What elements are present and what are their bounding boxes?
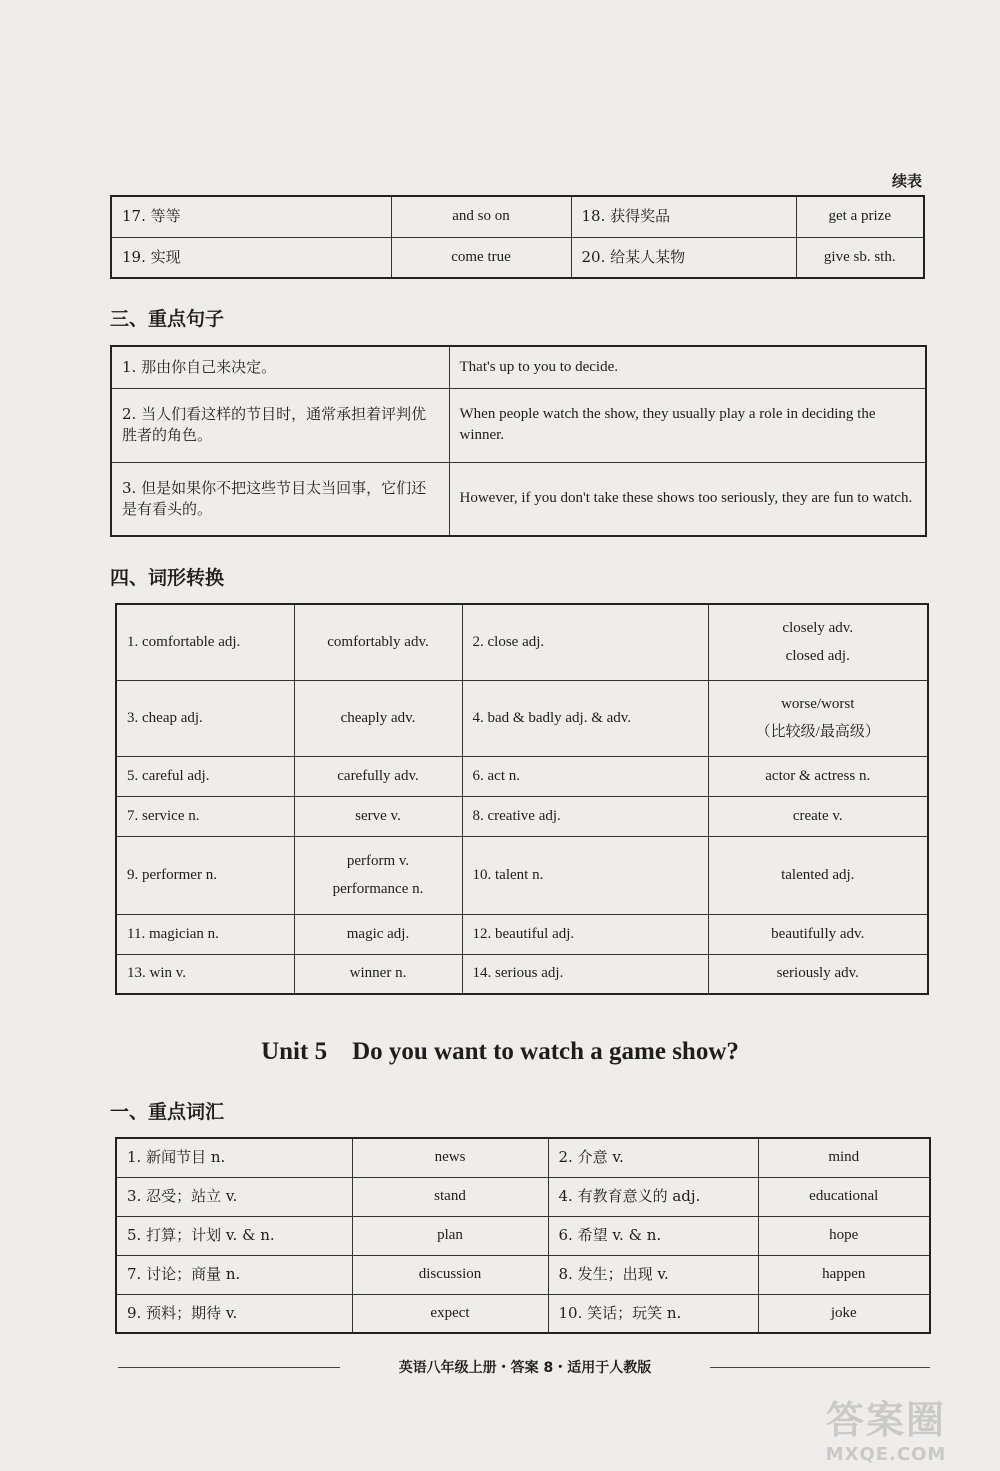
- footer-rule-left: [118, 1367, 340, 1368]
- word-form: winner n.: [349, 965, 407, 982]
- table-cell: 14. serious adj.: [462, 954, 708, 994]
- table-row: [116, 914, 928, 954]
- table-cell: [708, 954, 928, 994]
- table-cell: [294, 836, 462, 914]
- sentence-en: When people watch the show, they usually play a role in deciding the winner.: [449, 388, 926, 462]
- table-cell: [708, 604, 928, 680]
- table-row: [116, 1138, 930, 1177]
- table-row: [116, 1216, 930, 1255]
- section-heading-word-forms: 四、词形转换: [110, 567, 225, 589]
- table-row: [111, 196, 924, 237]
- table-cell: 1. 新闻节目 n.: [116, 1138, 352, 1177]
- table-cell: hope: [758, 1216, 930, 1255]
- table-cell: educational: [758, 1177, 930, 1216]
- sentence-en: That's up to you to decide.: [449, 346, 926, 388]
- table-cell: 7. service n.: [116, 796, 294, 836]
- word-form: performance n.: [332, 881, 424, 897]
- table-row: [116, 1255, 930, 1294]
- table-row: [116, 1177, 930, 1216]
- word-form: perform v.: [346, 852, 410, 869]
- table-cell: 8. creative adj.: [462, 796, 708, 836]
- table-cell: expect: [352, 1294, 548, 1333]
- table-cell: 19. 实现: [111, 237, 391, 278]
- table-cell: [294, 914, 462, 954]
- table-cell: [294, 756, 462, 796]
- table-row: [116, 680, 928, 756]
- table-cell: 18. 获得奖品: [571, 196, 796, 237]
- table-cell: 20. 给某人某物: [571, 237, 796, 278]
- table-cell: 6. 希望 v. & n.: [548, 1216, 758, 1255]
- watermark: [796, 1389, 976, 1465]
- key-sentences-table: [110, 345, 927, 537]
- table-row: [111, 346, 926, 388]
- table-cell: 7. 讨论；商量 n.: [116, 1255, 352, 1294]
- table-cell: news: [352, 1138, 548, 1177]
- table-cell: mind: [758, 1138, 930, 1177]
- word-form: actor & actress n.: [765, 767, 871, 784]
- table-cell: 6. act n.: [462, 756, 708, 796]
- word-form: comfortably adv.: [327, 633, 429, 650]
- table-cell: and so on: [391, 196, 571, 237]
- table-cell: [708, 836, 928, 914]
- word-form: beautifully adv.: [771, 925, 865, 942]
- table-cell: 1. comfortable adj.: [116, 604, 294, 680]
- word-form: talented adj.: [781, 866, 855, 883]
- footer-text: 英语八年级上册・答案 8・适用于人教版: [398, 1360, 652, 1376]
- table-cell: 12. beautiful adj.: [462, 914, 708, 954]
- table-cell: [708, 914, 928, 954]
- watermark-logo: 答案圈: [825, 1398, 946, 1442]
- table-cell: come true: [391, 237, 571, 278]
- table-cell: happen: [758, 1255, 930, 1294]
- sentence-en: However, if you don't take these shows too seriously, they are fun to watch.: [449, 462, 926, 536]
- word-form: （比较级/最高级）: [755, 724, 880, 740]
- table-cell: stand: [352, 1177, 548, 1216]
- table-cell: 2. close adj.: [462, 604, 708, 680]
- table-cell: [708, 680, 928, 756]
- footer-rule-right: [710, 1367, 930, 1368]
- table-cell: 10. talent n.: [462, 836, 708, 914]
- word-form: serve v.: [355, 807, 401, 824]
- word-form: create v.: [792, 807, 843, 824]
- table-row: [111, 462, 926, 536]
- table-cell: [294, 680, 462, 756]
- word-form: closed adj.: [785, 648, 850, 665]
- word-form: magic adj.: [346, 925, 410, 942]
- table-cell: 5. careful adj.: [116, 756, 294, 796]
- word-form: worse/worst: [781, 695, 855, 712]
- table-row: [116, 604, 928, 680]
- word-form: carefully adv.: [337, 767, 419, 784]
- sentence-cn: 3. 但是如果你不把这些节目太当回事，它们还是有看头的。: [111, 462, 449, 536]
- table-cell: 17. 等等: [111, 196, 391, 237]
- table-cell: discussion: [352, 1255, 548, 1294]
- table-cell: [708, 796, 928, 836]
- table-row: [111, 388, 926, 462]
- table-cell: 4. 有教育意义的 adj.: [548, 1177, 758, 1216]
- table-row: [111, 237, 924, 278]
- table-row: [116, 796, 928, 836]
- table-cell: 2. 介意 v.: [548, 1138, 758, 1177]
- watermark-url: MXQE.COM: [825, 1444, 947, 1465]
- table-cell: plan: [352, 1216, 548, 1255]
- sentence-cn: 1. 那由你自己来决定。: [111, 346, 449, 388]
- continuation-note: 续表: [891, 172, 922, 190]
- word-form: closely adv.: [782, 619, 854, 636]
- word-form: cheaply adv.: [340, 709, 416, 726]
- top-vocab-table: [110, 195, 925, 279]
- table-cell: 4. bad & badly adj. & adv.: [462, 680, 708, 756]
- word-forms-table: [115, 603, 929, 995]
- page-footer: [118, 1355, 930, 1379]
- table-cell: 9. 预料；期待 v.: [116, 1294, 352, 1333]
- table-cell: get a prize: [796, 196, 924, 237]
- table-cell: [294, 604, 462, 680]
- table-cell: 3. cheap adj.: [116, 680, 294, 756]
- key-vocab-table: [115, 1137, 931, 1334]
- table-cell: 10. 笑话；玩笑 n.: [548, 1294, 758, 1333]
- table-row: [116, 756, 928, 796]
- table-cell: give sb. sth.: [796, 237, 924, 278]
- table-cell: 11. magician n.: [116, 914, 294, 954]
- table-cell: 8. 发生；出现 v.: [548, 1255, 758, 1294]
- sentence-cn: 2. 当人们看这样的节目时，通常承担着评判优胜者的角色。: [111, 388, 449, 462]
- table-cell: 9. performer n.: [116, 836, 294, 914]
- table-cell: 3. 忍受；站立 v.: [116, 1177, 352, 1216]
- table-cell: 13. win v.: [116, 954, 294, 994]
- section-heading-sentences: 三、重点句子: [110, 308, 225, 330]
- word-form: seriously adv.: [776, 965, 859, 982]
- table-row: [116, 1294, 930, 1333]
- table-cell: [708, 756, 928, 796]
- table-cell: joke: [758, 1294, 930, 1333]
- table-cell: [294, 954, 462, 994]
- unit-title: Unit 5 Do you want to watch a game show?: [261, 1038, 739, 1065]
- section-heading-vocab: 一、重点词汇: [110, 1101, 225, 1123]
- table-cell: [294, 796, 462, 836]
- table-cell: 5. 打算；计划 v. & n.: [116, 1216, 352, 1255]
- table-row: [116, 836, 928, 914]
- table-row: [116, 954, 928, 994]
